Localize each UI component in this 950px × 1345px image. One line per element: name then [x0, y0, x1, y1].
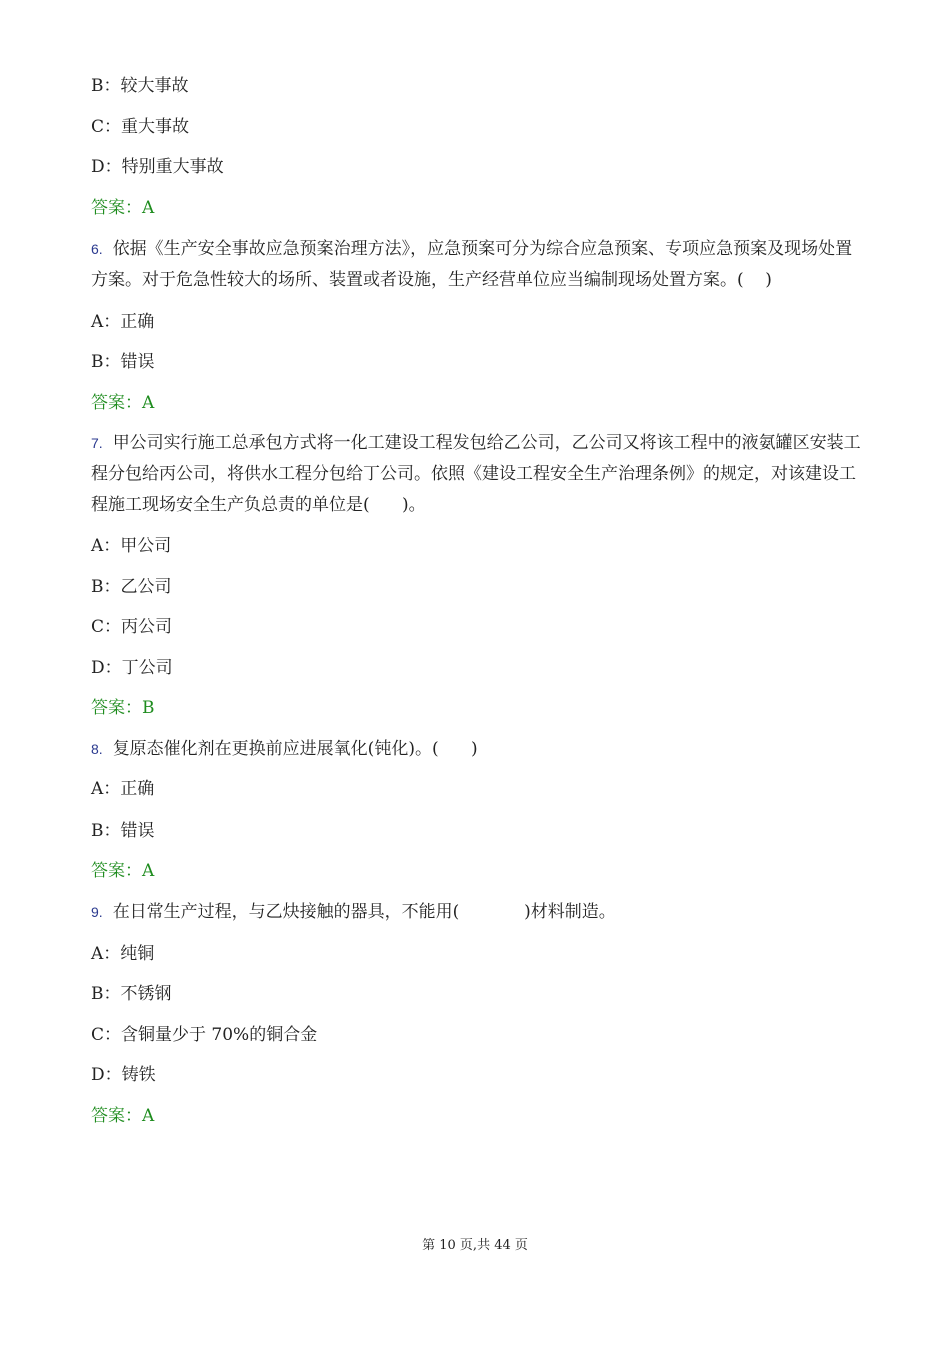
option-line: D：铸铁 — [91, 1065, 156, 1085]
question-number: 9. — [91, 904, 103, 920]
question-7 — [91, 428, 866, 521]
question-number: 6. — [91, 241, 103, 257]
option-line: A：正确 — [91, 312, 155, 332]
option-line: D：特别重大事故 — [91, 157, 224, 177]
question-8 — [91, 734, 866, 765]
option-line: B：错误 — [91, 821, 155, 841]
answer-line: 答案：B — [91, 698, 155, 718]
answer-line: 答案：A — [91, 861, 155, 881]
option-line: A：正确 — [91, 779, 155, 799]
option-line: C：重大事故 — [91, 117, 190, 137]
question-number: 7. — [91, 435, 103, 451]
question-text: 复原态催化剂在更换前应进展氧化(钝化)。( ) — [112, 739, 478, 759]
answer-line: 答案：A — [91, 198, 155, 218]
option-line: C：丙公司 — [91, 617, 173, 637]
question-6 — [91, 234, 866, 296]
option-line: C：含铜量少于 70%的铜合金 — [91, 1025, 318, 1045]
option-line: A：纯铜 — [91, 944, 155, 964]
page-footer: 第 10 页,共 44 页 — [422, 1238, 528, 1253]
answer-line: 答案：A — [91, 1106, 155, 1126]
question-9 — [91, 897, 866, 928]
option-line: A：甲公司 — [91, 536, 172, 556]
option-line: B：错误 — [91, 352, 155, 372]
question-text: 依据《生产安全事故应急预案治理方法》，应急预案可分为综合应急预案、专项应急预案及现场处置方案。对于危急性较大的场所、装置或者设施，生产经营单位应当编制现场处置方案。( ) — [91, 239, 853, 290]
option-line: B：不锈钢 — [91, 984, 172, 1004]
option-line: B：乙公司 — [91, 577, 172, 597]
option-line: B：较大事故 — [91, 76, 189, 96]
answer-line: 答案：A — [91, 393, 155, 413]
option-line: D：丁公司 — [91, 658, 173, 678]
question-text: 甲公司实行施工总承包方式将一化工建设工程发包给乙公司，乙公司又将该工程中的液氨罐区安装工程分包给丙公司，将供水工程分包给丁公司。依照《建设工程安全生产治理条例》的规定，对该建设工程施工现场安全生产负总责的单位是( )。 — [91, 433, 861, 515]
question-text: 在日常生产过程，与乙炔接触的器具，不能用( )材料制造。 — [112, 902, 616, 922]
question-number: 8. — [91, 741, 103, 757]
